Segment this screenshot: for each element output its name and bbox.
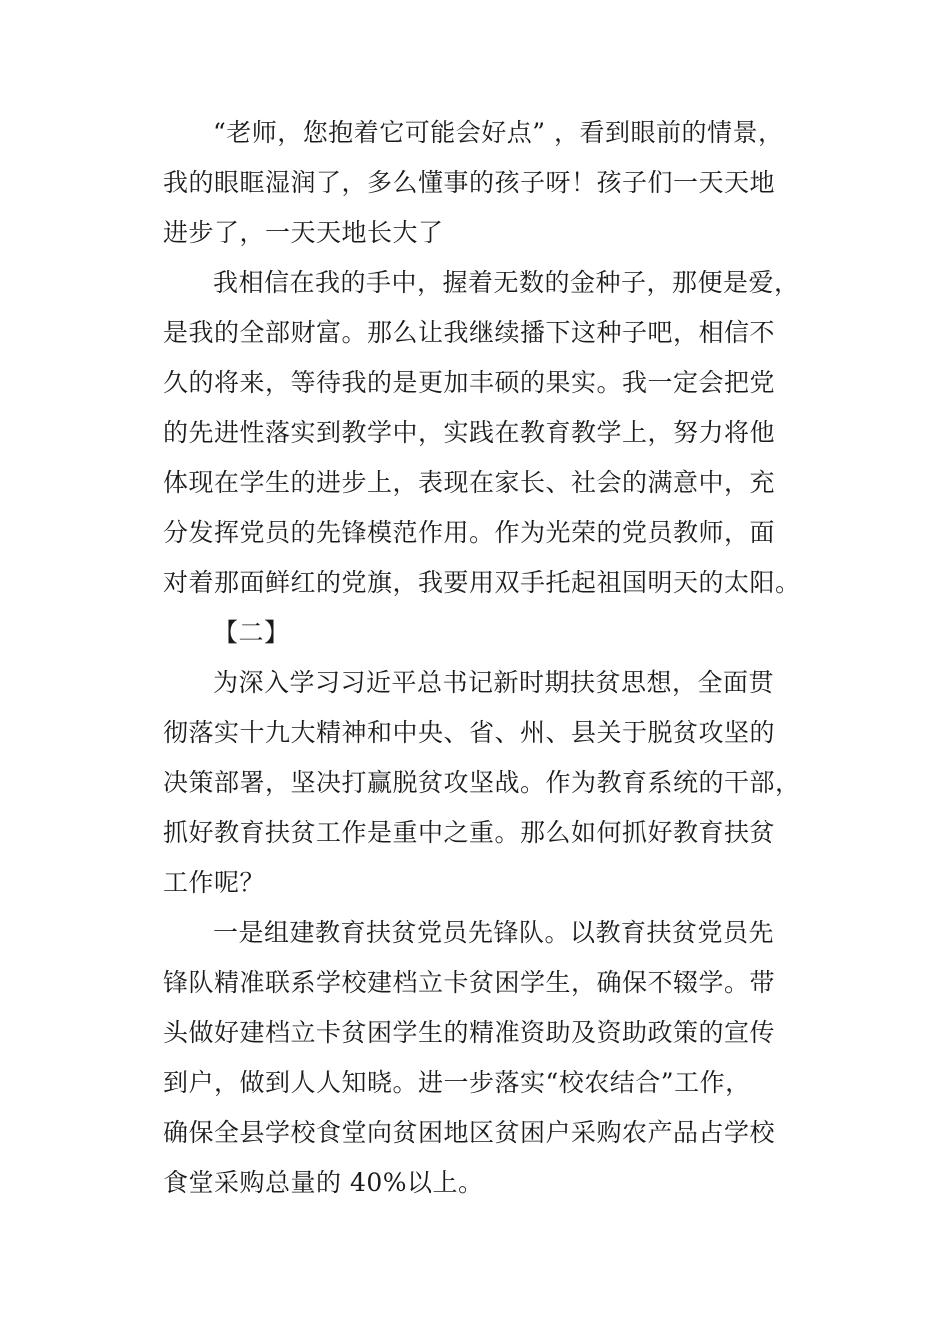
paragraph-1-line-2: 我的眼眶湿润了，多么懂事的孩子呀！孩子们一天天地 xyxy=(163,168,776,197)
paragraph-4-line-5: 确保全县学校食堂向贫困地区贫困户采购农产品占学校 xyxy=(163,1118,776,1147)
paragraph-1-line-1: “老师，您抱着它可能会好点” ，看到眼前的情景， xyxy=(213,118,784,147)
paragraph-3-line-1: 为深入学习习近平总书记新时期扶贫思想，全面贯 xyxy=(213,668,775,697)
paragraph-2-line-3: 久的将来，等待我的是更加丰硕的果实。我一定会把党 xyxy=(163,368,776,397)
paragraph-4-line-3: 头做好建档立卡贫困学生的精准资助及资助政策的宣传 xyxy=(163,1018,776,1047)
paragraph-3-line-2: 彻落实十九大精神和中央、省、州、县关于脱贫攻坚的 xyxy=(163,718,776,747)
paragraph-1-line-3: 进步了，一天天地长大了 xyxy=(163,218,444,247)
paragraph-2-line-4: 的先进性落实到教学中，实践在教育教学上，努力将他 xyxy=(163,418,776,447)
paragraph-2-line-2: 是我的全部财富。那么让我继续播下这种子吧，相信不 xyxy=(163,318,776,347)
paragraph-2-line-5: 体现在学生的进步上，表现在家长、社会的满意中，充 xyxy=(163,468,776,497)
paragraph-4-line-2: 锋队精准联系学校建档立卡贫困学生，确保不辍学。带 xyxy=(163,968,776,997)
paragraph-4-line-4: 到户，做到人人知晓。进一步落实“校农结合”工作， xyxy=(163,1068,751,1097)
paragraph-2-line-7: 对着那面鲜红的党旗，我要用双手托起祖国明天的太阳。 xyxy=(163,568,801,597)
section-heading: 【二】 xyxy=(213,618,290,647)
paragraph-4-line-6: 食堂采购总量的 40%以上。 xyxy=(163,1168,484,1197)
paragraph-2-line-6: 分发挥党员的先锋模范作用。作为光荣的党员教师，面 xyxy=(163,518,776,547)
paragraph-2-line-1: 我相信在我的手中，握着无数的金种子，那便是爱， xyxy=(213,268,800,297)
paragraph-4-line-1: 一是组建教育扶贫党员先锋队。以教育扶贫党员先 xyxy=(213,918,775,947)
paragraph-3-line-3: 决策部署，坚决打赢脱贫攻坚战。作为教育系统的干部， xyxy=(163,768,801,797)
paragraph-3-line-4: 抓好教育扶贫工作是重中之重。那么如何抓好教育扶贫 xyxy=(163,818,776,847)
paragraph-3-line-5: 工作呢？ xyxy=(163,868,266,897)
